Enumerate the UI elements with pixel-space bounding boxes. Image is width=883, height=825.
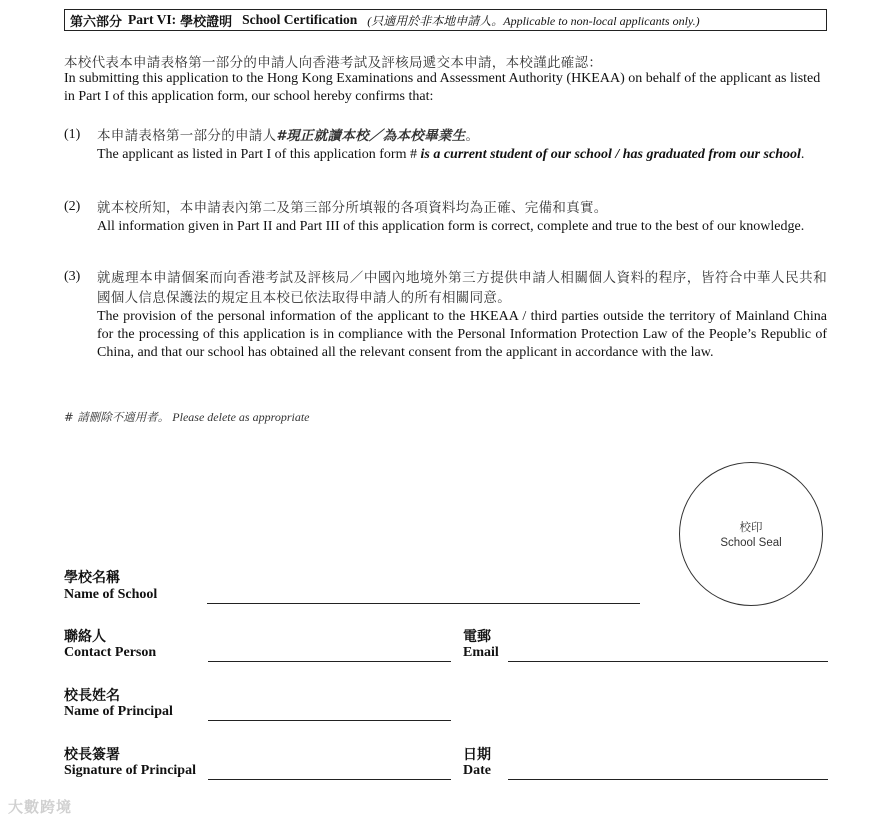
footnote-en: Please delete as appropriate	[172, 410, 310, 424]
contact-person-label-zh: 聯絡人	[64, 629, 106, 645]
intro-en: In submitting this application to the Hong Kong Examinations and Assessment Authority (HKEAA) on behalf of the applicant as listed in Part I of this application form, our school hereby confirms that:	[64, 71, 821, 104]
principal-name-field[interactable]	[208, 720, 451, 721]
section-header	[64, 9, 827, 31]
item-2-en: All information given in Part II and Part III of this application form is correct, complete and true to the best of our knowledge.	[97, 219, 805, 234]
watermark-logo: 大數跨境	[8, 798, 73, 816]
date-label-en: Date	[463, 763, 491, 778]
item-1-en-emphasis: is a current student of our school / has graduated from our school	[420, 147, 801, 162]
applicability-note: (只適用於非本地申請人。Applicable to non-local applicants only.)	[367, 13, 700, 28]
date-field[interactable]	[508, 779, 828, 780]
intro-zh: 本校代表本申請表格第一部分的申請人向香港考試及評核局遞交本申請，本校謹此確認：	[64, 55, 603, 71]
school-name-field[interactable]	[207, 603, 640, 604]
part-number-en: Part VI:	[128, 12, 177, 27]
footnote-zh: # 請刪除不適用者。	[64, 410, 170, 424]
item-1	[97, 126, 827, 164]
item-1-zh-emphasis: #現正就讀本校／為本校畢業生	[276, 128, 466, 144]
principal-signature-label-en: Signature of Principal	[64, 763, 196, 778]
item-1-number: (1)	[64, 127, 81, 142]
email-label-zh: 電郵	[463, 629, 491, 645]
principal-name-label-en: Name of Principal	[64, 704, 173, 719]
email-field[interactable]	[508, 661, 828, 662]
school-seal-area[interactable]	[679, 462, 823, 606]
principal-name-label-zh: 校長姓名	[64, 688, 120, 704]
school-name-label-zh: 學校名稱	[64, 570, 120, 586]
item-2-zh: 就本校所知，本申請表內第二及第三部分所填報的各項資料均為正確、完備和真實。	[97, 200, 608, 216]
item-2	[97, 198, 827, 236]
section-title-en: School Certification	[242, 12, 358, 27]
principal-signature-field[interactable]	[208, 779, 451, 780]
date-label-zh: 日期	[463, 747, 491, 763]
principal-signature-label-zh: 校長簽署	[64, 747, 120, 763]
item-1-zh: 本申請表格第一部分的申請人#現正就讀本校／為本校畢業生。	[97, 128, 480, 144]
contact-person-field[interactable]	[208, 661, 451, 662]
section-title-zh: 學校證明	[180, 14, 233, 30]
item-2-number: (2)	[64, 199, 81, 214]
school-seal-label-en: School Seal	[720, 537, 782, 549]
item-3-zh: 就處理本申請個案而向香港考試及評核局／中國內地境外第三方提供申請人相關個人資料的程序，皆符合中華人民共和國個人信息保護法的規定且本校已依法取得申請人的所有相關同意。	[97, 270, 827, 306]
school-seal-label-zh: 校印	[739, 520, 763, 534]
part-number-zh: 第六部分	[70, 14, 123, 30]
item-1-en: The applicant as listed in Part I of this application form # is a current student of our school / has graduated from our school.	[97, 147, 805, 162]
school-name-label-en: Name of School	[64, 587, 158, 602]
item-3-number: (3)	[64, 269, 81, 284]
footnote	[64, 409, 310, 425]
item-3-en: The provision of the personal information of the applicant to the HKEAA / third parties outside the territory of Mainland China for the processing of this application is in compliance with the Personal Information Protection Law of the People’s Republic of China, and that our school has obtained all the relevant consent from the applicant in accordance with the law.	[97, 309, 827, 360]
item-3	[97, 268, 827, 362]
contact-person-label-en: Contact Person	[64, 645, 157, 660]
email-label-en: Email	[463, 645, 499, 660]
